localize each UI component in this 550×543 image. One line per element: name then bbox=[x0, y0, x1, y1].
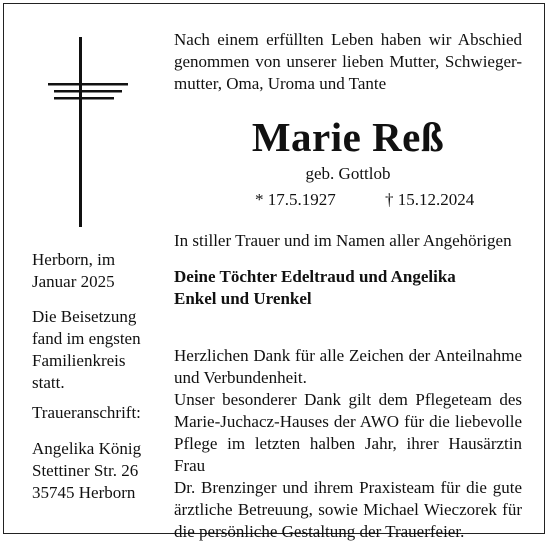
address-label: Traueranschrift: bbox=[32, 403, 141, 422]
thanks-line: Herzlichen Dank für alle Zeichen der Anteilnahme bbox=[174, 346, 522, 365]
place-date-line: Januar 2025 bbox=[32, 272, 115, 291]
thanks-line: Dr. Brenzinger und ihrem Praxisteam für die gute bbox=[174, 478, 522, 497]
mourning-address bbox=[32, 438, 172, 504]
thanks-text bbox=[174, 345, 522, 543]
thanks-line: ärztliche Betreuung, sowie Michael Wieczorek für bbox=[174, 500, 522, 519]
funeral-note-line: fand im engsten bbox=[32, 329, 141, 348]
mourning-line: In stiller Trauer und im Namen aller Angehörigen bbox=[174, 231, 512, 250]
death-date: † 15.12.2024 bbox=[385, 190, 475, 209]
address-line: Stettiner Str. 26 bbox=[32, 461, 139, 480]
place-date bbox=[32, 249, 172, 293]
thanks-line: Pflege im letzten halben Jahr, ihrer Hausärztin Frau bbox=[174, 434, 522, 475]
cross-icon bbox=[48, 37, 128, 227]
funeral-note-line: Die Beisetzung bbox=[32, 307, 137, 326]
funeral-note bbox=[32, 306, 172, 394]
thanks-line: die persönliche Gestaltung der Trauerfeier. bbox=[174, 522, 465, 541]
place-date-line: Herborn, im bbox=[32, 250, 116, 269]
funeral-note-line: Familienkreis bbox=[32, 351, 126, 370]
birth-date: * 17.5.1927 bbox=[255, 190, 336, 209]
family-line: Enkel und Urenkel bbox=[174, 289, 312, 308]
thanks-line: Marie-Juchacz-Hauses der AWO für die liebevolle bbox=[174, 412, 522, 431]
funeral-note-line: statt. bbox=[32, 373, 65, 392]
intro-text bbox=[174, 29, 522, 95]
intro-line: genommen von unserer lieben Mutter, Schwieger- bbox=[174, 52, 522, 71]
thanks-line: und Verbundenheit. bbox=[174, 368, 307, 387]
intro-line: Nach einem erfüllten Leben haben wir Abschied bbox=[174, 30, 522, 49]
birth-name: geb. Gottlob bbox=[305, 164, 391, 183]
address-line: Angelika König bbox=[32, 439, 142, 458]
deceased-name: Marie Reß bbox=[251, 114, 445, 160]
family-line: Deine Töchter Edeltraud und Angelika bbox=[174, 267, 456, 286]
address-line: 35745 Herborn bbox=[32, 483, 136, 502]
intro-line: mutter, Oma, Uroma und Tante bbox=[174, 74, 387, 93]
family-names bbox=[174, 266, 524, 310]
thanks-line: Unser besonderer Dank gilt dem Pflegeteam des bbox=[174, 390, 522, 409]
